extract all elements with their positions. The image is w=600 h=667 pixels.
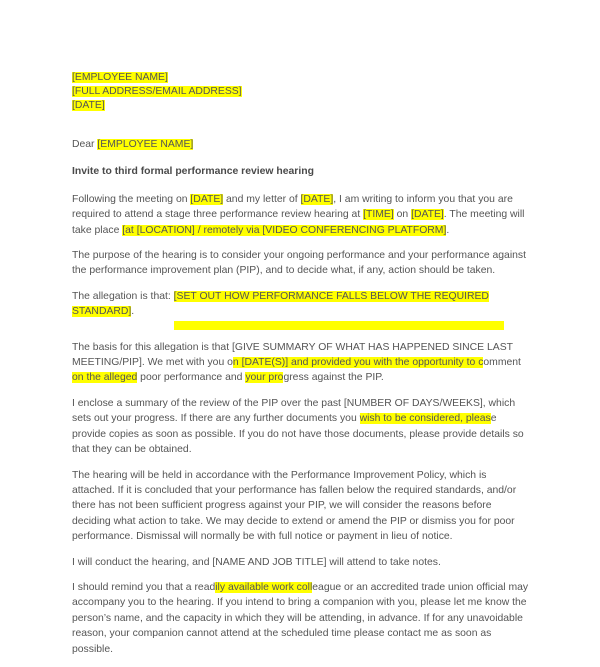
paragraph-purpose: The purpose of the hearing is to consider your ongoing performance and your performance against the performance improvement plan (PIP), and to decide what, if any, action should be taken. xyxy=(72,250,526,277)
recipient-block xyxy=(72,71,532,113)
paragraph-enclosure: I enclose a summary of the review of the PIP over the past [NUMBER OF DAYS/WEEKS], which sets out your progress. If there are any further documents you wish to be considered, please provide copies as soon as possible. If you do not have those documents, please provide details so that they can be obtained. xyxy=(72,397,524,456)
salutation-name: [EMPLOYEE NAME] xyxy=(97,139,194,150)
letter-date: [DATE] xyxy=(72,100,105,111)
letter-body xyxy=(72,71,532,667)
paragraph-conduct: I will conduct the hearing, and [NAME AND JOB TITLE] will attend to take notes. xyxy=(72,556,441,568)
paragraph-allegation: The allegation is that: [SET OUT HOW PERFORMANCE FALLS BELOW THE REQUIRED STANDARD]. xyxy=(72,289,532,330)
paragraph-basis: The basis for this allegation is that [GIVE SUMMARY OF WHAT HAS HAPPENED SINCE LAST MEETING/PIP]. We met with you on [DATE(S)] and provided you with the opportunity to comment on the alleged poor performance and your progress against the PIP. xyxy=(72,341,521,384)
highlight-bar xyxy=(174,321,504,330)
subject-line: Invite to third formal performance review hearing xyxy=(72,166,314,178)
paragraph-meeting: Following the meeting on [DATE] and my letter of [DATE], I am writing to inform you that you are required to attend a stage three performance review hearing at [TIME] on [DATE]. The meeting will take place [at [LOCATION] / remotely via [VIDEO CONFERENCING PLATFORM]. xyxy=(72,193,525,236)
recipient-address: [FULL ADDRESS/EMAIL ADDRESS] xyxy=(72,86,242,97)
salutation: Dear [EMPLOYEE NAME] xyxy=(72,139,194,150)
paragraph-policy: The hearing will be held in accordance with the Performance Improvement Policy, which is attached. If it is concluded that your performance has fallen below the required standards, and/or there has not been sufficient progress against your PIP, we will consider the reasons before deciding what action to take. We may decide to extend or amend the PIP or dismiss you for poor performance. Dismissal will normally be with full notice or payment in lieu of notice. xyxy=(72,469,517,543)
paragraph-companion: I should remind you that a readily available work colleague or an accredited trade union official may accompany you to the hearing. If you intend to bring a companion with you, please let me know the person’s name, and the capacity in which they will be attending, in advance. If for any unavoidable reason, your companion cannot attend at the scheduled time please contact me as soon as possible. xyxy=(72,581,529,655)
recipient-name: [EMPLOYEE NAME] xyxy=(72,72,168,83)
